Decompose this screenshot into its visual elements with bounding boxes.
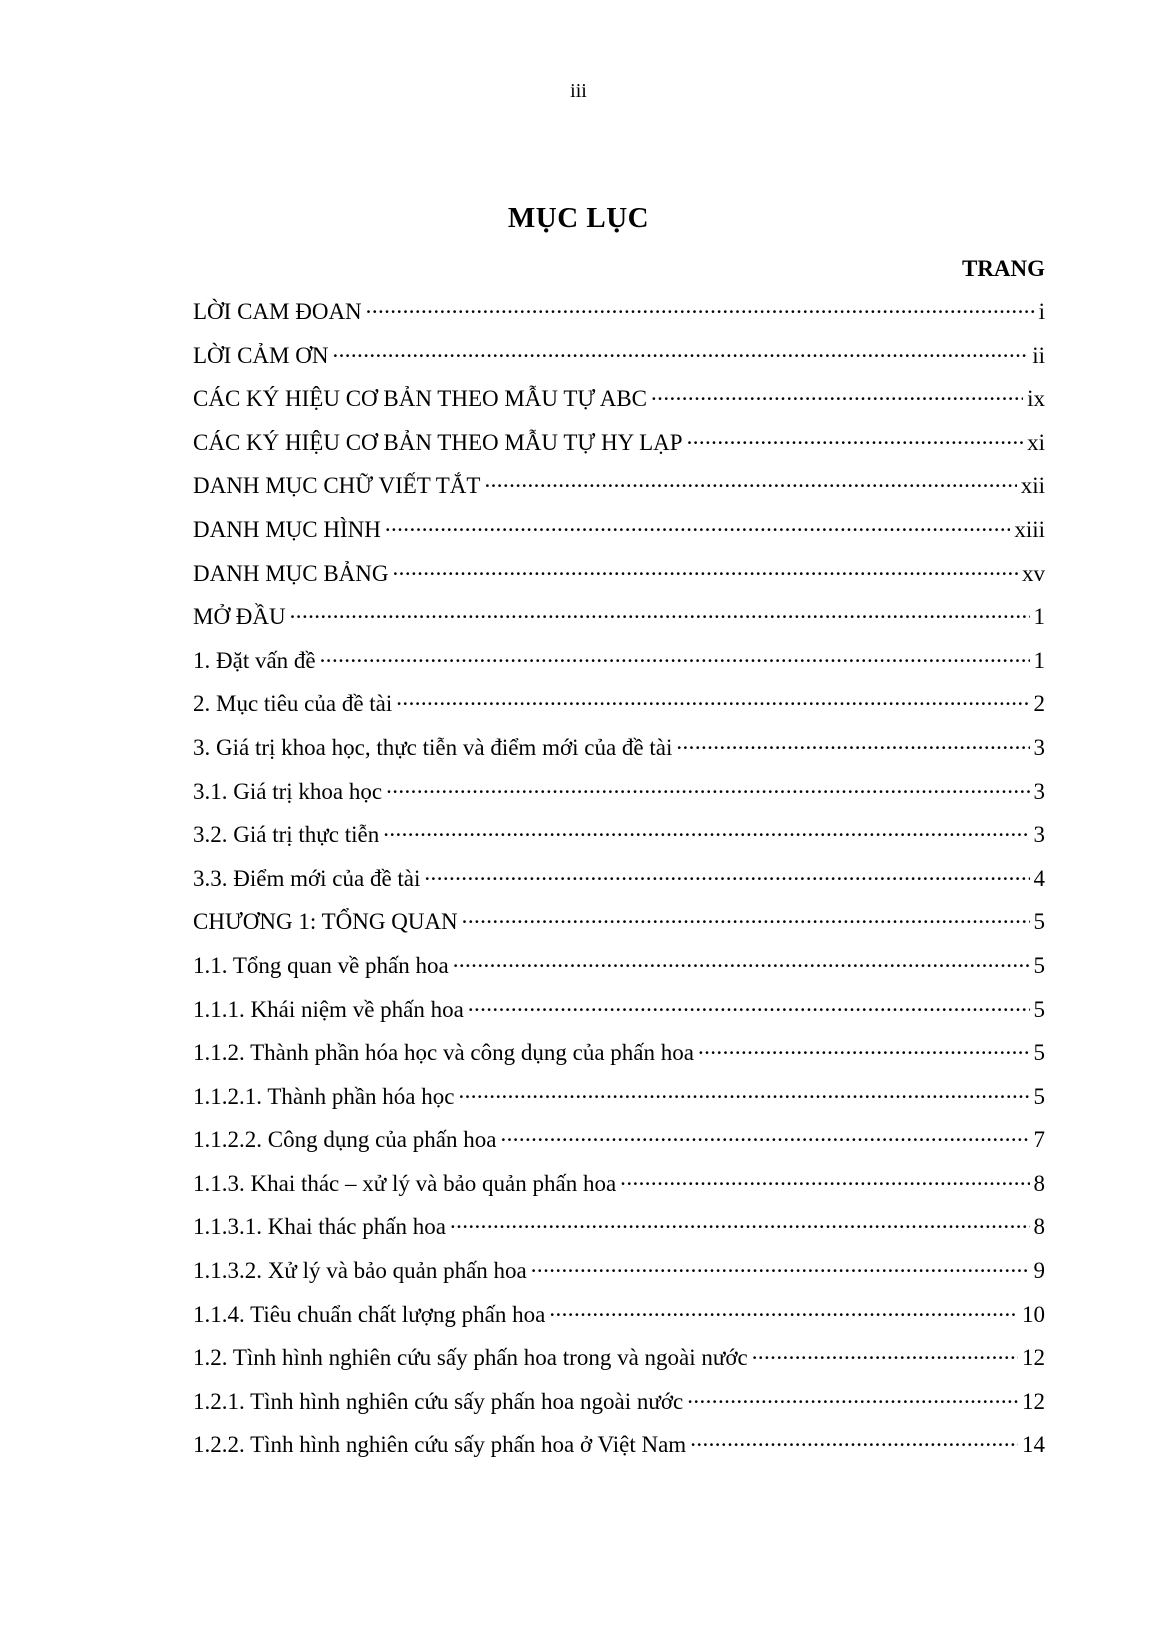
toc-entry-page: ii bbox=[1032, 342, 1045, 368]
dot-leader bbox=[396, 685, 1029, 711]
dot-leader bbox=[468, 991, 1030, 1017]
toc-entry[interactable] bbox=[193, 467, 1045, 511]
dot-leader bbox=[450, 1208, 1030, 1234]
dot-leader bbox=[690, 1426, 1018, 1452]
toc-entry-title: 1.1. Tổng quan về phấn hoa bbox=[193, 952, 449, 978]
toc-entry[interactable] bbox=[193, 555, 1045, 599]
toc-entry-title: CÁC KÝ HIỆU CƠ BẢN THEO MẪU TỰ ABC bbox=[193, 386, 648, 412]
dot-leader bbox=[549, 1296, 1018, 1322]
dot-leader bbox=[676, 729, 1029, 755]
toc-entry[interactable] bbox=[193, 947, 1045, 991]
toc-entry-title: DANH MỤC CHỮ VIẾT TẮT bbox=[193, 473, 481, 499]
toc-entry-title: DANH MỤC BẢNG bbox=[193, 560, 389, 586]
toc-entry-page: 4 bbox=[1033, 865, 1045, 891]
dot-leader bbox=[386, 773, 1029, 799]
dot-leader bbox=[458, 1078, 1029, 1104]
dot-leader bbox=[687, 1383, 1018, 1409]
toc-entry[interactable] bbox=[193, 903, 1045, 947]
toc-entry[interactable] bbox=[193, 773, 1045, 817]
toc-entry-title: 1.1.4. Tiêu chuẩn chất lượng phấn hoa bbox=[193, 1301, 546, 1327]
toc-entry-page: 5 bbox=[1033, 996, 1045, 1022]
dot-leader bbox=[393, 555, 1018, 581]
dot-leader bbox=[385, 511, 1010, 537]
toc-title: MỤC LỤC bbox=[507, 202, 650, 234]
toc-entry[interactable] bbox=[193, 1426, 1045, 1470]
toc-entry[interactable] bbox=[193, 685, 1045, 729]
page-column-header: TRANG bbox=[961, 256, 1045, 281]
toc-entry-title: 3.1. Giá trị khoa học bbox=[193, 778, 383, 804]
dot-leader bbox=[453, 947, 1030, 973]
toc-entry-page: 12 bbox=[1022, 1388, 1045, 1414]
toc-entry-title: CHƯƠNG 1: TỔNG QUAN bbox=[193, 909, 458, 935]
dot-leader bbox=[531, 1252, 1030, 1278]
toc-entry[interactable] bbox=[193, 1252, 1045, 1296]
toc-entry-title: 3. Giá trị khoa học, thực tiễn và điểm mới của đề tài bbox=[193, 734, 673, 760]
page-number: iii bbox=[570, 80, 587, 102]
dot-leader bbox=[366, 293, 1035, 319]
toc-entry-page: xii bbox=[1020, 473, 1045, 499]
toc-entry-title: 1.1.2. Thành phần hóa học và công dụng của phấn hoa bbox=[193, 1040, 694, 1066]
toc-entry-title: CÁC KÝ HIỆU CƠ BẢN THEO MẪU TỰ HY LẠP bbox=[193, 429, 683, 455]
toc-entry[interactable] bbox=[193, 598, 1045, 642]
toc-entry-page: 3 bbox=[1033, 822, 1045, 848]
toc-list bbox=[193, 293, 1045, 1470]
toc-entry[interactable] bbox=[193, 1208, 1045, 1252]
toc-entry-title: 1. Đặt vấn đề bbox=[193, 647, 316, 673]
dot-leader bbox=[620, 1165, 1029, 1191]
toc-entry-page: 14 bbox=[1022, 1432, 1045, 1458]
toc-entry-title: 1.2.1. Tình hình nghiên cứu sấy phấn hoa ngoài nước bbox=[193, 1388, 684, 1414]
toc-entry[interactable] bbox=[193, 1383, 1045, 1427]
toc-entry-page: xiii bbox=[1014, 516, 1045, 542]
dot-leader bbox=[651, 380, 1023, 406]
toc-entry[interactable] bbox=[193, 511, 1045, 555]
toc-entry-page: 10 bbox=[1022, 1301, 1045, 1327]
dot-leader bbox=[424, 860, 1029, 886]
toc-entry-title: 3.2. Giá trị thực tiễn bbox=[193, 822, 380, 848]
toc-entry-page: 5 bbox=[1033, 909, 1045, 935]
toc-entry-title: LỜI CẢM ƠN bbox=[193, 342, 329, 368]
toc-entry-page: xv bbox=[1022, 560, 1045, 586]
toc-entry-title: 1.1.2.1. Thành phần hóa học bbox=[193, 1083, 455, 1109]
dot-leader bbox=[484, 467, 1016, 493]
toc-entry-page: i bbox=[1038, 299, 1045, 324]
toc-entry[interactable] bbox=[193, 380, 1045, 424]
toc-entry-title: 1.1.3.2. Xử lý và bảo quản phấn hoa bbox=[193, 1258, 527, 1284]
dot-leader bbox=[500, 1121, 1029, 1147]
toc-entry-page: 12 bbox=[1022, 1345, 1045, 1371]
toc-entry-title: 1.1.3.1. Khai thác phấn hoa bbox=[193, 1214, 446, 1240]
dot-leader bbox=[752, 1339, 1018, 1365]
toc-entry-title: 1.2. Tình hình nghiên cứu sấy phấn hoa trong và ngoài nước bbox=[193, 1345, 748, 1371]
toc-entry-title: 1.1.2.2. Công dụng của phấn hoa bbox=[193, 1127, 497, 1153]
toc-entry[interactable] bbox=[193, 991, 1045, 1035]
toc-entry[interactable] bbox=[193, 293, 1045, 337]
toc-entry-page: 3 bbox=[1033, 734, 1045, 760]
toc-entry[interactable] bbox=[193, 1034, 1045, 1078]
toc-entry-page: 5 bbox=[1033, 1083, 1045, 1109]
toc-entry-title: 2. Mục tiêu của đề tài bbox=[193, 691, 393, 717]
toc-entry[interactable] bbox=[193, 1121, 1045, 1165]
toc-entry-page: 8 bbox=[1033, 1170, 1045, 1196]
toc-entry-page: 1 bbox=[1033, 604, 1045, 630]
dot-leader bbox=[383, 816, 1029, 842]
toc-entry[interactable] bbox=[193, 642, 1045, 686]
dot-leader bbox=[687, 424, 1024, 450]
dot-leader bbox=[290, 598, 1030, 624]
toc-entry-title: 1.1.1. Khái niệm về phấn hoa bbox=[193, 996, 464, 1022]
toc-entry-page: 5 bbox=[1033, 952, 1045, 978]
toc-entry[interactable] bbox=[193, 1296, 1045, 1340]
toc-entry[interactable] bbox=[193, 729, 1045, 773]
toc-entry[interactable] bbox=[193, 860, 1045, 904]
toc-entry-page: 7 bbox=[1033, 1127, 1045, 1153]
toc-entry[interactable] bbox=[193, 337, 1045, 381]
toc-entry-page: xi bbox=[1027, 429, 1045, 455]
dot-leader bbox=[698, 1034, 1030, 1060]
toc-entry-title: LỜI CAM ĐOAN bbox=[193, 299, 362, 324]
toc-entry-title: DANH MỤC HÌNH bbox=[193, 516, 381, 542]
toc-entry-page: 9 bbox=[1033, 1258, 1045, 1284]
toc-entry-title: MỞ ĐẦU bbox=[193, 604, 286, 630]
toc-entry-title: 3.3. Điểm mới của đề tài bbox=[193, 865, 421, 891]
toc-entry-title: 1.2.2. Tình hình nghiên cứu sấy phấn hoa ở Việt Nam bbox=[193, 1432, 687, 1458]
dot-leader bbox=[332, 337, 1028, 363]
toc-entry-page: ix bbox=[1027, 386, 1045, 412]
toc-entry-page: 1 bbox=[1033, 647, 1045, 673]
toc-entry-page: 3 bbox=[1033, 778, 1045, 804]
toc-entry[interactable] bbox=[193, 1165, 1045, 1209]
toc-entry[interactable] bbox=[193, 1339, 1045, 1383]
toc-entry-title: 1.1.3. Khai thác – xử lý và bảo quản phấn hoa bbox=[193, 1170, 617, 1196]
dot-leader bbox=[320, 642, 1030, 668]
toc-entry-page: 2 bbox=[1033, 691, 1045, 717]
toc-entry[interactable] bbox=[193, 816, 1045, 860]
toc-entry-page: 5 bbox=[1033, 1040, 1045, 1066]
dot-leader bbox=[462, 903, 1030, 929]
toc-entry-page: 8 bbox=[1033, 1214, 1045, 1240]
toc-entry[interactable] bbox=[193, 424, 1045, 468]
toc-entry[interactable] bbox=[193, 1078, 1045, 1122]
